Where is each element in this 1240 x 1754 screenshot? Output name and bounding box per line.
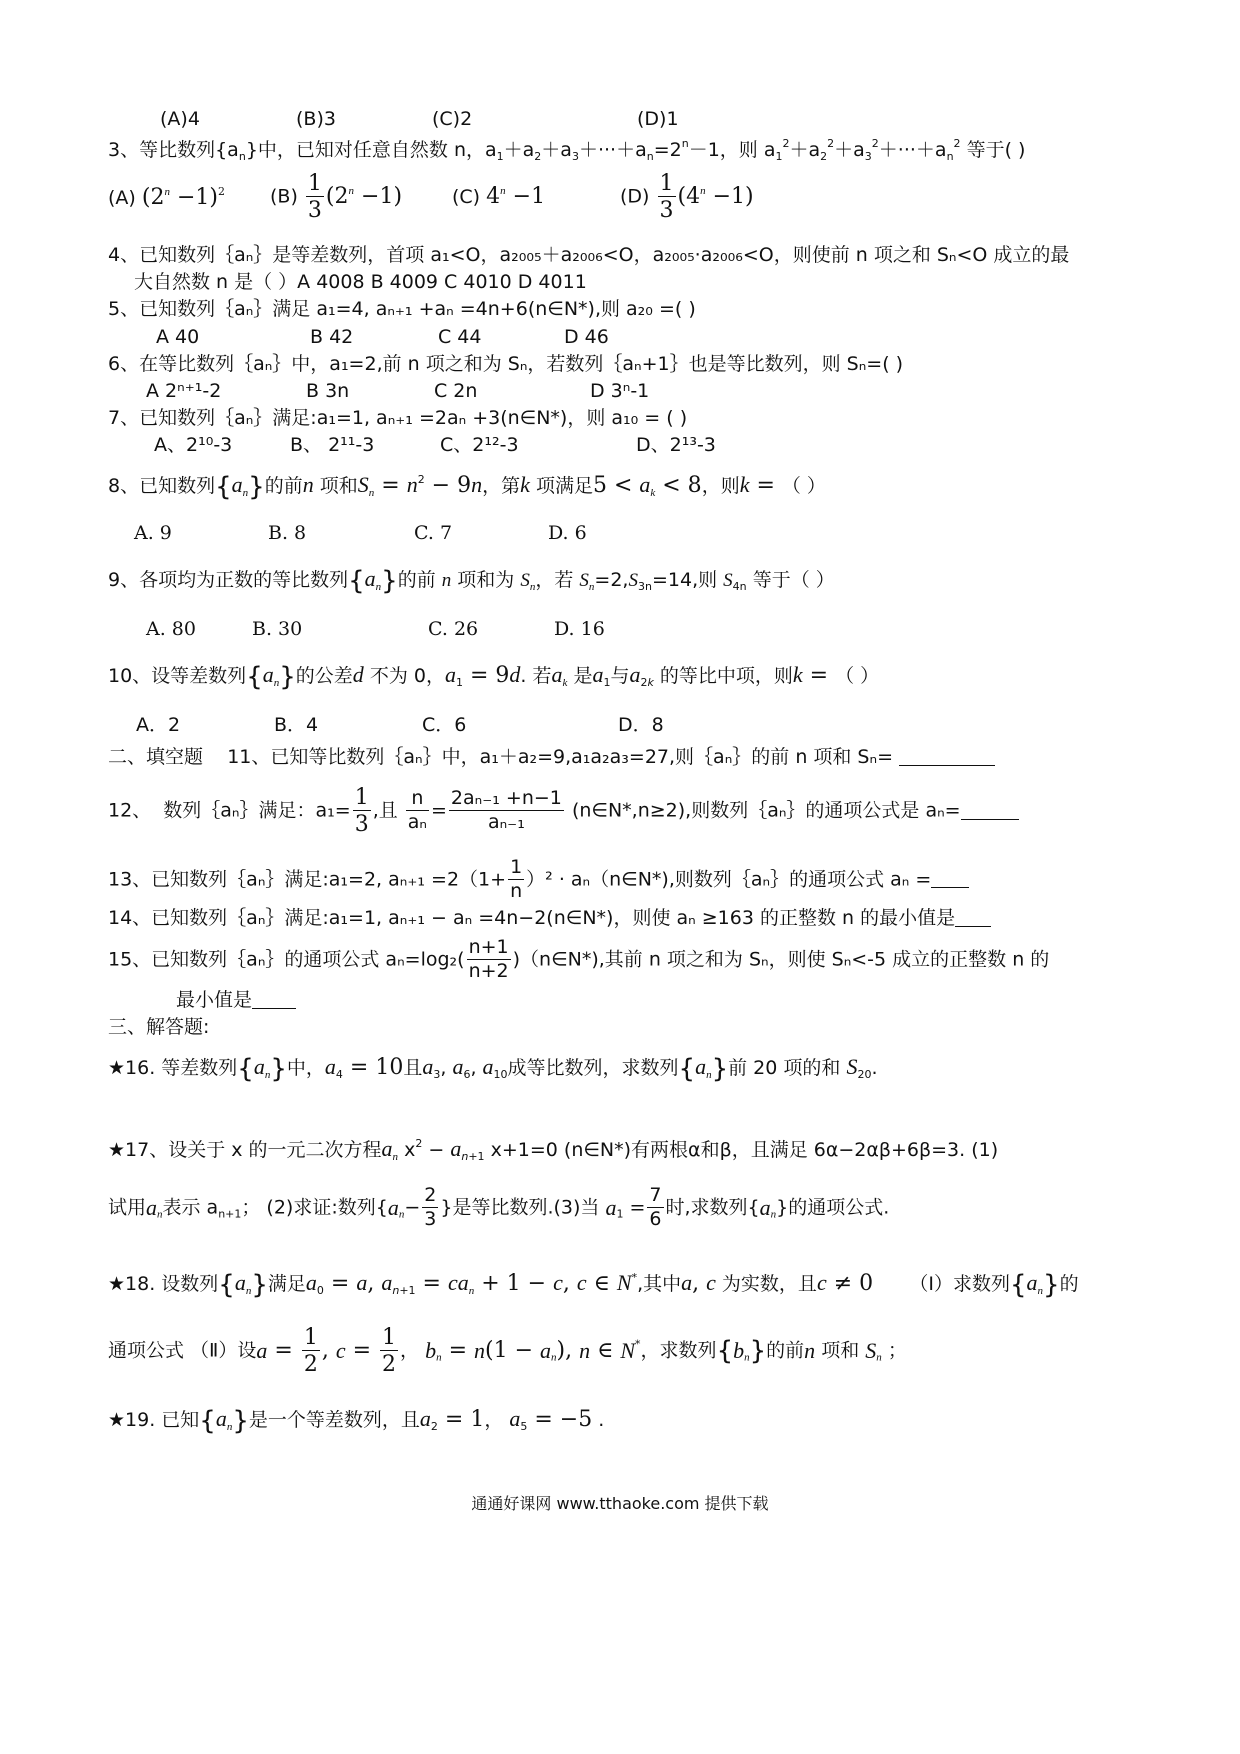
q13-text: 13、已知数列｛aₙ｝满足:a₁=2, aₙ₊₁ =2（1+ [108, 868, 507, 891]
q7-option-a: A、2¹⁰-3 [154, 434, 233, 456]
q15-text: )（n∈N*),其前 n 项之和为 Sₙ，则使 Sₙ<-5 成立的正整数 n 的 [512, 948, 1050, 971]
q10-text: 10、设等差数列 [108, 665, 247, 687]
fraction: $\frac{\text{2aₙ₋₁ +n−1}}{\text{aₙ₋₁}}$ [450, 787, 562, 834]
q6-option-d: D 3ⁿ-1 [590, 380, 650, 402]
fraction: $\frac{1}{3}$ [307, 171, 322, 224]
q9-text: 等于（ ） [752, 569, 835, 591]
q9-text: =14,则 [651, 569, 718, 591]
q3-text: ＋···＋a [878, 139, 947, 161]
q17-text: x [404, 1139, 416, 1161]
q8-option-d: D. 6 [548, 522, 587, 544]
q3-text: 等比数列{a [139, 139, 239, 161]
fraction: $\frac{1}{3}$ [659, 171, 674, 224]
q3-text: ＋a [834, 139, 865, 161]
question-9: 9、各项均为正数的等比数列$\{a_n\}$的前 n 项和为 $S_n$，若 $S_n=2,S_{3n}=14$,则 $S_{4n}$ 等于（ ） [108, 566, 835, 596]
fraction: $\frac{1}{n}$ [510, 856, 523, 902]
q8-text: ，则 [701, 475, 740, 497]
q2-option-a: (A)4 [160, 108, 200, 130]
question-6: 6、在等比数列｛aₙ｝中，a₁=2,前 n 项之和为 Sₙ，若数列｛aₙ+1｝也是等比数列，则 Sₙ=( ) [108, 353, 904, 375]
answer-blank [961, 819, 1019, 820]
q3-text: =2 [653, 139, 682, 161]
q3-text: }中，已知对任意自然数 n，a [245, 139, 497, 161]
q10-text: 不为 0， [369, 665, 445, 687]
question-3: 3、等比数列$\{a_n\}$中，已知对任意自然数 n，$a_1+a_2+a_3+\cdot\cdot\cdot+a_n=2^n-1$，则 $a_1^2+a_2^2+a_3^2+\cdot\cdot\cdot+a_n^2$ 等于( ) [108, 137, 1026, 163]
q18-text: ,其中 [637, 1273, 682, 1295]
q8-text: （ ） [781, 475, 826, 497]
fraction: $\frac{1}{3}$ [354, 785, 369, 838]
q10-option-b: B．4 [274, 714, 319, 736]
question-16: ★16. 等差数列$\{a_n\}$中，$a_4 = 10$且$a_3$, $a_6$, $a_{10}$成等比数列，求数列$\{a_n\}$前 20 项的和 $S_{20}$. [108, 1054, 878, 1084]
q9-option-b: B. 30 [252, 618, 303, 640]
q2-option-d: (D)1 [637, 108, 679, 130]
q7-option-b: B、 2¹¹-3 [290, 434, 375, 456]
fraction: $\frac{1}{2}$ [382, 1325, 397, 1378]
q9-option-d: D. 16 [554, 618, 605, 640]
q10-text: 的公差 [295, 665, 353, 687]
q8-text: ，第 [482, 475, 521, 497]
question-14 [108, 909, 991, 928]
q5-option-b: B 42 [310, 326, 354, 348]
q18-text: 的 [1059, 1273, 1079, 1295]
q10-text: 的等比中项，则 [659, 665, 793, 687]
q18-text: 为实数，且 [721, 1273, 817, 1295]
q3-option-b: (B) $\frac{1}{3}$ $(2^n -1)$ [270, 171, 403, 224]
answer-blank [252, 1008, 296, 1009]
question-17-line-1: ★17、设关于 x 的一元二次方程$a_n$ $x^2 - a_{n+1}$ x+1=0 (n∈N*)有两根α和β，且满足 6α−2αβ+6β=3. (1) [108, 1136, 999, 1163]
q9-text: ，若 [535, 569, 574, 591]
question-15-line-2 [176, 991, 296, 1010]
q18-text: 满足 [267, 1273, 306, 1295]
q10-option-c: C．6 [422, 714, 467, 736]
answer-blank [931, 887, 969, 888]
question-15 [108, 938, 1049, 982]
section-heading: 二、填空题 [108, 746, 204, 768]
question-7: 7、已知数列｛aₙ｝满足:a₁=1, aₙ₊₁ =2aₙ +3(n∈N*)，则 a₁₀ = ( ) [108, 407, 688, 429]
q6-option-a: A 2ⁿ⁺¹-2 [146, 380, 222, 402]
q17-text: ； (2)求证:数列{ [241, 1196, 388, 1219]
q3-text: ＋a [541, 139, 572, 161]
q10-text: （ ） [835, 665, 880, 687]
fraction: $\frac{7}{6}$ [649, 1184, 662, 1230]
q3-text: ＋a [789, 139, 821, 161]
q9-text: 9、各项均为正数的等比数列 [108, 569, 349, 591]
q12-text: ,且 [372, 799, 398, 822]
q3-option-b-label: (B) [270, 185, 298, 208]
q8-option-a: A. 9 [134, 522, 172, 544]
q14-text: 14、已知数列｛aₙ｝满足:a₁=1, aₙ₊₁ − aₙ =4n−2(n∈N*)，则使 aₙ ≥163 的正整数 n 的最小值是 [108, 907, 956, 929]
q3-options [108, 186, 225, 209]
q2-option-c: (C)2 [432, 108, 473, 130]
question-4-line-2: 大自然数 n 是（ ）A 4008 B 4009 C 4010 D 4011 [134, 271, 587, 293]
q10-option-d: D．8 [618, 714, 664, 736]
q3-option-a-label: (A) [108, 187, 136, 209]
q3-text: －1，则 a [688, 139, 776, 161]
q8-option-c: C. 7 [414, 522, 453, 544]
q8-text: 的前 [264, 475, 303, 497]
question-10: 10、设等差数列$\{a_n\}$的公差d 不为 0，$a_1 = 9d$. 若$a_k$ 是$a_1$与$a_{2k}$ 的等比中项，则k = （ ） [108, 662, 880, 692]
question-18-line-1: ★18. 设数列$\{a_n\}$满足$a_0 = a$, $a_{n+1} = ca_n + 1 - c$, c ∈ N*,其中a, c 为实数，且c ≠ 0 （Ⅰ）求数列$\{a_n\}$的 [108, 1270, 1079, 1300]
q10-text: . 若 [520, 665, 552, 687]
question-number: 12、 [108, 799, 152, 822]
q18-text: ，求数列 [640, 1339, 717, 1362]
q8-text: 8、已知数列 [108, 475, 216, 497]
question-5: 5、已知数列｛aₙ｝满足 a₁=4, aₙ₊₁ +aₙ =4n+6(n∈N*),则 a₂₀ =( ) [108, 298, 696, 320]
question-18-line-2: 通项公式 （Ⅱ）设a = $\frac{1}{2}$ , c = $\frac{1}{2}$ ， $b_n = n(1 - a_n)$, n ∈ N*，求数列$\{b_n\}$的前n 项和 $S_n$ ； [108, 1325, 907, 1378]
q17-text: }是等比数列.(3)当 [440, 1196, 600, 1219]
section-3-title: 三、解答题: [108, 1016, 210, 1038]
q3-option-c-label: (C) [452, 186, 481, 208]
q17-text: − [422, 1139, 445, 1161]
q16-text: ★16. 等差数列 [108, 1057, 238, 1079]
q16-text: 且 [403, 1057, 423, 1079]
q6-option-c: C 2n [434, 380, 478, 402]
question-4-line-1: 4、已知数列｛aₙ｝是等差数列，首项 a₁<O，a₂₀₀₅＋a₂₀₀₆<O，a₂₀₀₅·a₂₀₀₆<O，则使前 n 项之和 Sₙ<O 成立的最 [108, 244, 1070, 266]
q9-option-a: A. 80 [146, 618, 196, 640]
q16-text: 前 20 项的和 [728, 1057, 841, 1079]
q16-text: . [871, 1057, 878, 1079]
q8-option-b: B. 8 [268, 522, 307, 544]
q17-text: 试用 [108, 1196, 147, 1219]
question-number: 3、 [108, 139, 140, 161]
question-8: 8、已知数列$\{a_n\}$的前n 项和$S_n = n^2 - 9n$，第k 项满足$5 < a_k < 8$，则k = （ ） [108, 472, 826, 502]
q16-text: 中， [286, 1057, 325, 1079]
q17-text: 表示 a [162, 1196, 219, 1219]
page-footer: 通通好课网 www.tthaoke.com 提供下载 [471, 1494, 769, 1513]
q18-text: 项和 [821, 1339, 860, 1362]
q19-text: ， [484, 1409, 504, 1431]
q19-text: ★19. 已知 [108, 1409, 200, 1431]
q9-text: =2, [594, 569, 629, 591]
q18-text: 的前 [766, 1339, 805, 1362]
fraction: $\frac{n}{\text{aₙ}}$ [407, 787, 427, 834]
q17-text: 时,求数列{ [665, 1196, 760, 1219]
q18-text: ★18. 设数列 [108, 1273, 219, 1295]
q3-option-a-expr: $(2^n -1)^2$ [141, 185, 225, 210]
q16-text: 成等比数列，求数列 [507, 1057, 679, 1079]
q10-option-a: A．2 [136, 714, 181, 736]
q15-text: 最小值是 [176, 989, 253, 1011]
q6-option-b: B 3n [306, 380, 350, 402]
answer-blank [899, 765, 995, 766]
q12-text: 数列｛aₙ｝满足：a₁= [163, 799, 351, 822]
q19-text: . [598, 1409, 605, 1431]
question-11: 11、已知等比数列｛aₙ｝中，a₁＋a₂=9,a₁a₂a₃=27,则｛aₙ｝的前 n 项和 Sₙ= [227, 746, 893, 768]
question-13 [108, 858, 969, 902]
q13-text: ）² · aₙ（n∈N*),则数列｛aₙ｝的通项公式 aₙ = [526, 868, 932, 891]
q5-option-a: A 40 [156, 326, 200, 348]
q8-text: 项满足 [535, 475, 593, 497]
q15-text: 15、已知数列｛aₙ｝的通项公式 aₙ=log₂( [108, 948, 465, 971]
q3-text: ＋a [503, 139, 535, 161]
question-17-line-2: 试用$a_n$表示 $a_{n+1}$； (2)求证:数列{$a_n-$ $\frac{2}{3}$ }是等比数列.(3)当 $a_1$ = $\frac{7}{6}$ 时,求数列$\{a_n\}$的通项公式. [108, 1184, 890, 1230]
q3-option-d: (D) $\frac{1}{3}$ $(4^n -1)$ [620, 171, 754, 224]
fraction: $\frac{1}{2}$ [303, 1325, 318, 1378]
q17-text: ★17、设关于 x 的一元二次方程 [108, 1139, 382, 1161]
answer-blank [955, 926, 991, 927]
q5-option-d: D 46 [564, 326, 609, 348]
q18-text: （Ⅰ）求数列 [909, 1273, 1010, 1295]
q7-option-d: D、2¹³-3 [636, 434, 716, 456]
section-2-title [108, 748, 995, 767]
question-12: 12、 数列｛aₙ｝满足：a₁= $\frac{1}{3}$ ,且 $\frac{n}{\text{aₙ}}$ = $\frac{\text{2aₙ₋₁ +n−1}}{\text{aₙ₋₁}}$ (n∈N*,n≥2),则数列｛aₙ｝的通项公式是 aₙ= [108, 786, 1019, 836]
q3-text: 等于( ) [966, 139, 1026, 161]
q19-text: 是一个等差数列，且 [248, 1409, 420, 1431]
q5-option-c: C 44 [438, 326, 482, 348]
q9-text: 项和为 [457, 569, 515, 591]
q7-option-c: C、2¹²-3 [440, 434, 519, 456]
q8-text: 项和 [319, 475, 358, 497]
q12-text: (n∈N*,n≥2),则数列｛aₙ｝的通项公式是 aₙ= [571, 799, 961, 822]
fraction: $\frac{n+1}{n+2}$ [468, 936, 509, 982]
question-19: ★19. 已知$\{a_n\}$是一个等差数列，且$a_2 = 1$， $a_5 = -5$ . [108, 1406, 605, 1436]
q2-option-b: (B)3 [296, 108, 336, 130]
q3-text: ＋···＋a [578, 139, 647, 161]
q18-text: ； [887, 1339, 907, 1362]
q18-text: ， [400, 1339, 420, 1362]
fraction: $\frac{2}{3}$ [424, 1184, 437, 1230]
q3-option-d-label: (D) [620, 185, 650, 208]
q3-option-c: (C) $4^n -1$ [452, 184, 546, 209]
q9-text: 的前 [397, 569, 436, 591]
q9-option-c: C. 26 [428, 618, 479, 640]
q10-text: 与 [610, 665, 630, 687]
q10-text: 是 [573, 665, 593, 687]
q18-text: 通项公式 （Ⅱ）设 [108, 1339, 257, 1362]
q17-text: x+1=0 (n∈N*)有两根α和β，且满足 6α−2αβ+6β=3. (1) [490, 1139, 999, 1161]
q17-text: }的通项公式. [776, 1196, 890, 1219]
